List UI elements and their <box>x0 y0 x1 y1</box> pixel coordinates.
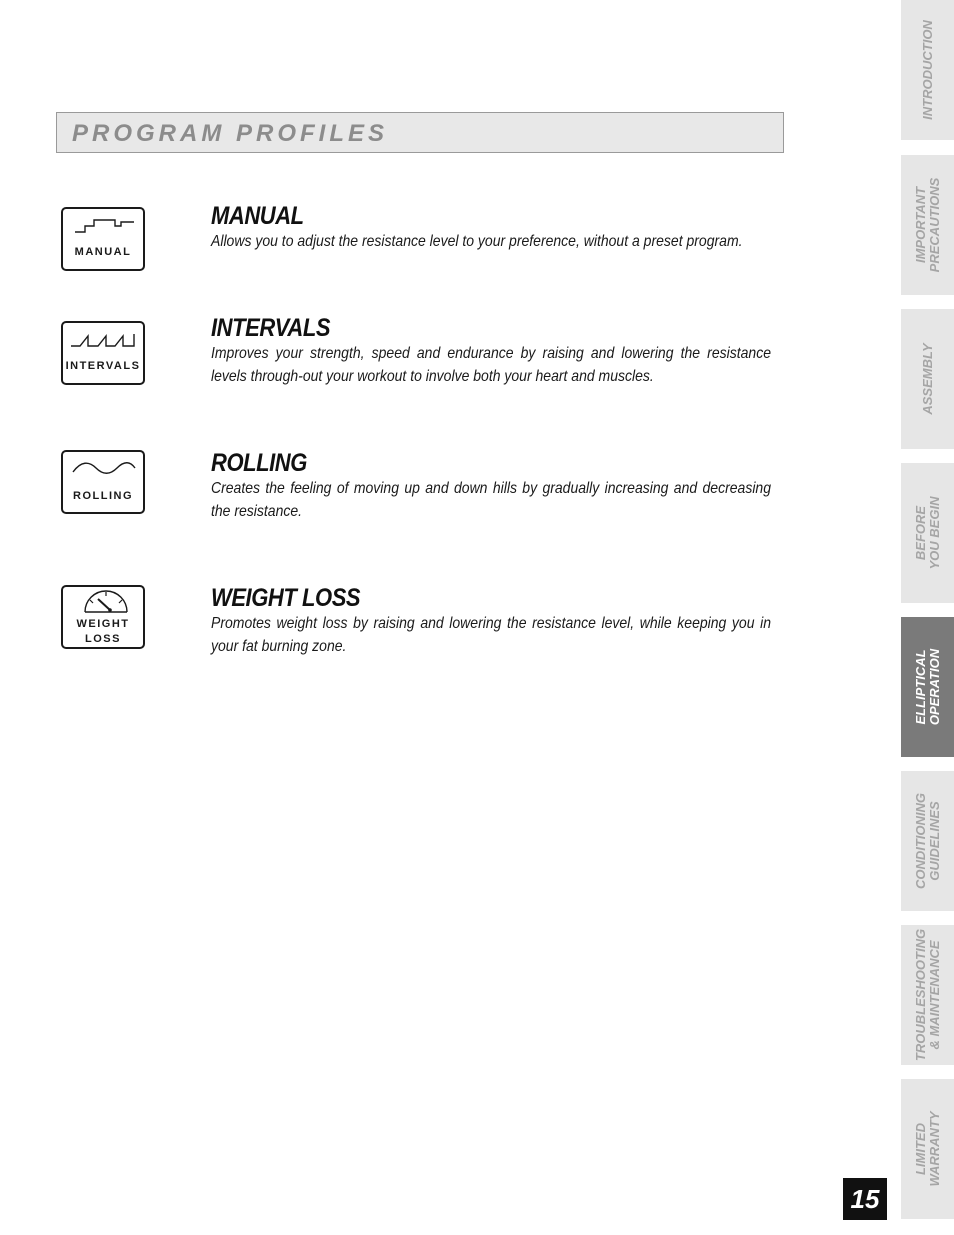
weight-loss-button-icon <box>61 585 145 649</box>
tab-limited-warranty[interactable] <box>901 1079 954 1219</box>
intervals-sawtooth-icon <box>63 323 143 383</box>
section-header <box>56 112 784 153</box>
program-title: ROLLING <box>211 449 307 477</box>
manual-step-icon <box>63 209 143 269</box>
program-description: Creates the feeling of moving up and down hills by gradually increasing and decreasing the resistance. <box>211 480 771 520</box>
program-title: MANUAL <box>211 202 304 230</box>
program-description: Allows you to adjust the resistance level to your preference, without a preset program. <box>211 233 743 250</box>
icon-label: LOSS <box>85 633 121 645</box>
program-weight-loss <box>0 582 800 692</box>
program-description: Improves your strength, speed and endurance by raising and lowering the resistance levels through-out your workout to involve both your heart and muscles. <box>211 345 771 385</box>
tab-conditioning-guidelines[interactable] <box>901 771 954 911</box>
manual-button-icon <box>61 207 145 271</box>
tab-label: ELLIPTICAL OPERATION <box>912 648 942 726</box>
icon-label: ROLLING <box>73 490 133 502</box>
tab-introduction[interactable] <box>901 0 954 140</box>
tab-important-precautions[interactable] <box>901 155 954 295</box>
tab-label: LIMITED WARRANTY <box>912 1111 942 1187</box>
program-intervals <box>0 312 800 422</box>
tab-troubleshooting-maintenance[interactable] <box>901 925 954 1065</box>
tab-assembly[interactable] <box>901 309 954 449</box>
program-title: WEIGHT LOSS <box>211 584 361 612</box>
program-description: Promotes weight loss by raising and lowering the resistance level, while keeping you in your fat burning zone. <box>211 615 771 655</box>
tab-label: ASSEMBLY <box>919 343 935 415</box>
program-manual <box>0 200 800 310</box>
page-number: 15 <box>843 1178 887 1220</box>
tab-label: INTRODUCTION <box>919 20 935 120</box>
icon-label: INTERVALS <box>65 360 141 372</box>
tab-label: TROUBLESHOOTING & MAINTENANCE <box>912 928 942 1062</box>
section-title: PROGRAM PROFILES <box>72 120 389 147</box>
tab-label: BEFORE YOU BEGIN <box>912 496 942 570</box>
icon-label: MANUAL <box>74 246 132 258</box>
program-rolling <box>0 447 800 557</box>
tab-label: IMPORTANT PRECAUTIONS <box>912 177 942 273</box>
icon-label: WEIGHT <box>76 618 130 630</box>
intervals-button-icon <box>61 321 145 385</box>
tab-elliptical-operation[interactable] <box>901 617 954 757</box>
rolling-wave-icon <box>63 452 143 512</box>
program-title: INTERVALS <box>211 314 331 342</box>
rolling-button-icon <box>61 450 145 514</box>
section-tabs <box>901 0 954 1235</box>
tab-before-you-begin[interactable] <box>901 463 954 603</box>
tab-label: CONDITIONING GUIDELINES <box>912 792 942 890</box>
